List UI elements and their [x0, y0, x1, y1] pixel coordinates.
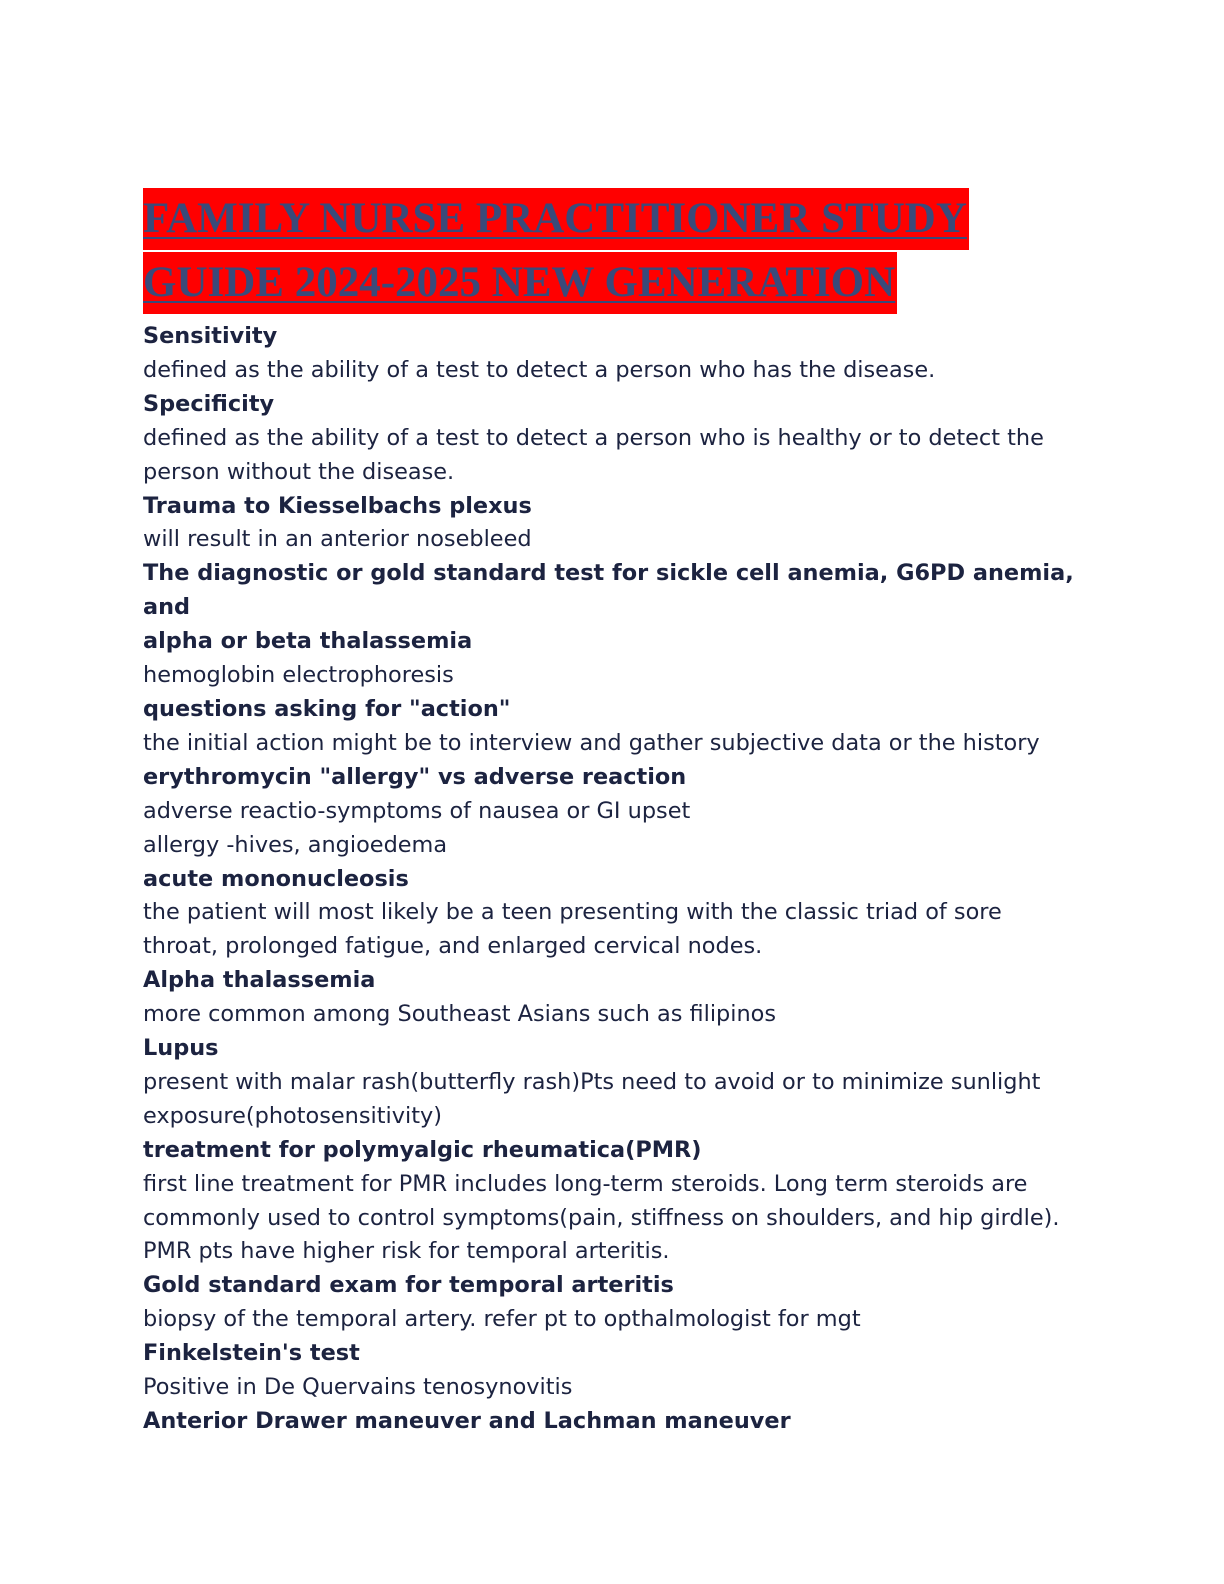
- entry-term-line: Trauma to Kiesselbachs plexus: [143, 492, 532, 519]
- entry-definition-line: more common among Southeast Asians such as filipinos: [143, 1001, 777, 1028]
- title-row-2: [143, 252, 1093, 316]
- entry-definition: [143, 659, 1093, 693]
- entry-definition-line: will result in an anterior nosebleed: [143, 526, 532, 553]
- entry-term: [143, 388, 1093, 422]
- study-entry: [143, 1405, 1093, 1439]
- entry-definition-line: PMR pts have higher risk for temporal arteritis.: [143, 1238, 670, 1265]
- entry-definition-line: person without the disease.: [143, 458, 455, 485]
- study-entries: [143, 320, 1093, 1439]
- entry-term-line: Specificity: [143, 390, 275, 417]
- entry-term-line: Anterior Drawer maneuver and Lachman maneuver: [143, 1408, 791, 1434]
- entry-definition: [143, 1066, 1093, 1134]
- entry-definition: [143, 422, 1093, 490]
- study-entry: [143, 490, 1093, 558]
- entry-definition-line: biopsy of the temporal artery. refer pt to opthalmologist for mgt: [143, 1306, 861, 1333]
- entry-term: [143, 490, 1093, 524]
- entry-definition-line: throat, prolonged fatigue, and enlarged cervical nodes.: [143, 933, 763, 960]
- document-title-line-2: GUIDE 2024-2025 NEW GENERATION: [143, 252, 897, 314]
- document-page: [143, 188, 1093, 1439]
- entry-definition-line: the patient will most likely be a teen presenting with the classic triad of sore: [143, 899, 1002, 926]
- entry-definition: [143, 1303, 1093, 1337]
- entry-definition-line: commonly used to control symptoms(pain, stiffness on shoulders, and hip girdle).: [143, 1204, 1060, 1231]
- entry-term-line: acute mononucleosis: [143, 865, 409, 892]
- study-entry: [143, 388, 1093, 490]
- document-title-line-1: FAMILY NURSE PRACTITIONER STUDY: [143, 188, 969, 250]
- entry-definition-line: allergy -hives, angioedema: [143, 831, 448, 858]
- entry-definition-line: present with malar rash(butterfly rash)Pts need to avoid or to minimize sunlight: [143, 1068, 1041, 1095]
- entry-term-line: alpha or beta thalassemia: [143, 628, 473, 655]
- entry-term-line: questions asking for "action": [143, 695, 511, 722]
- study-entry: [143, 1269, 1093, 1337]
- entry-definition-line: adverse reactio-symptoms of nausea or GI upset: [143, 797, 691, 824]
- study-entry: [143, 863, 1093, 965]
- title-row-1: [143, 188, 1093, 252]
- entry-definition-line: the initial action might be to interview and gather subjective data or the history: [143, 729, 1040, 756]
- entry-term: [143, 1337, 1093, 1371]
- entry-term-line: Gold standard exam for temporal arteritis: [143, 1272, 674, 1299]
- study-entry: [143, 964, 1093, 1032]
- entry-definition: [143, 727, 1093, 761]
- entry-term: [143, 761, 1093, 795]
- entry-definition-line: defined as the ability of a test to detect a person who has the disease.: [143, 356, 936, 383]
- entry-term-line: Sensitivity: [143, 323, 278, 349]
- entry-term-line: Alpha thalassemia: [143, 967, 376, 994]
- entry-term-line: treatment for polymyalgic rheumatica(PMR): [143, 1136, 702, 1163]
- entry-definition: [143, 795, 1093, 863]
- study-entry: [143, 1337, 1093, 1405]
- entry-term: [143, 320, 1093, 354]
- entry-term: [143, 693, 1093, 727]
- entry-definition-line: defined as the ability of a test to detect a person who is healthy or to detect the: [143, 424, 1044, 451]
- study-entry: [143, 1032, 1093, 1134]
- entry-definition-line: exposure(photosensitivity): [143, 1102, 442, 1129]
- entry-term-line: The diagnostic or gold standard test for sickle cell anemia, G6PD anemia, and: [143, 560, 1074, 621]
- entry-term: [143, 964, 1093, 998]
- study-entry: [143, 557, 1093, 693]
- entry-term: [143, 863, 1093, 897]
- entry-term-line: erythromycin "allergy" vs adverse reaction: [143, 763, 687, 790]
- entry-definition-line: first line treatment for PMR includes long-term steroids. Long term steroids are: [143, 1170, 1028, 1197]
- study-entry: [143, 693, 1093, 761]
- entry-term: [143, 1032, 1093, 1066]
- entry-term-line: Finkelstein's test: [143, 1340, 360, 1367]
- entry-definition: [143, 523, 1093, 557]
- entry-term: [143, 557, 1093, 659]
- study-entry: [143, 320, 1093, 388]
- entry-definition: [143, 896, 1093, 964]
- entry-term-line: Lupus: [143, 1035, 219, 1062]
- entry-term: [143, 1405, 1093, 1439]
- entry-term: [143, 1269, 1093, 1303]
- study-entry: [143, 1134, 1093, 1270]
- entry-definition-line: Positive in De Quervains tenosynovitis: [143, 1374, 573, 1401]
- study-entry: [143, 761, 1093, 863]
- entry-definition-line: hemoglobin electrophoresis: [143, 662, 454, 689]
- entry-definition: [143, 354, 1093, 388]
- entry-definition: [143, 998, 1093, 1032]
- entry-definition: [143, 1371, 1093, 1405]
- entry-term: [143, 1134, 1093, 1168]
- entry-definition: [143, 1168, 1093, 1270]
